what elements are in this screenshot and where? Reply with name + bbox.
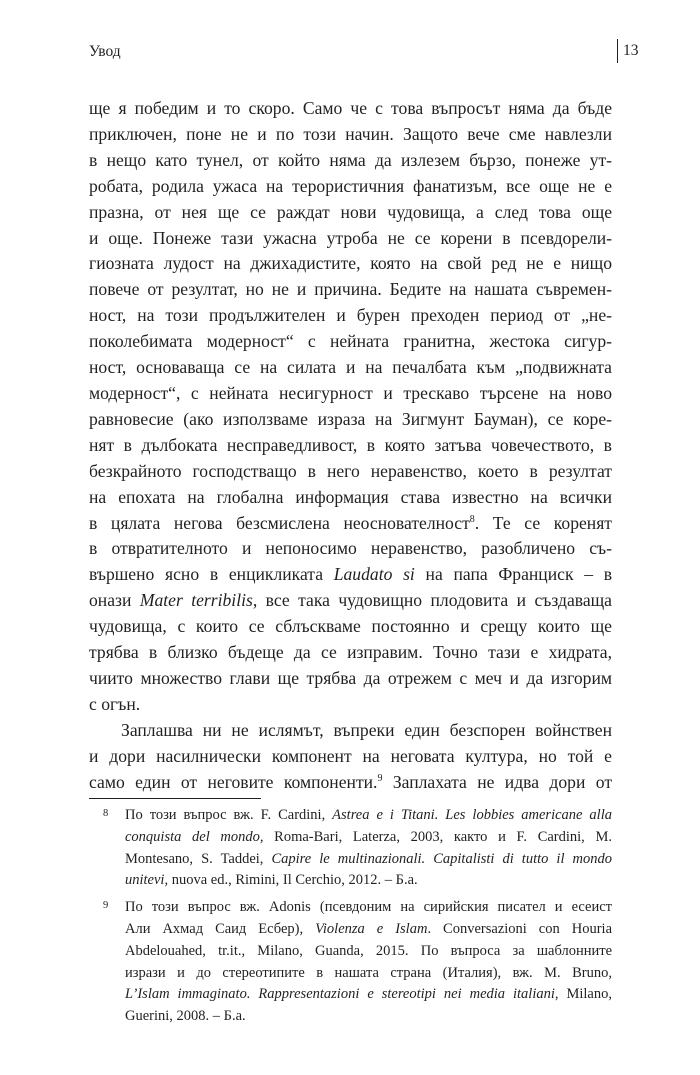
text-run: Заплахата не идва дори от [382,771,613,792]
book-title: Astrea e i Titani. Les lobbies americane alla [332,807,612,823]
text-run: По този въпрос вж. F. Cardini, [125,807,333,823]
text-run: Montesano, S. Taddei, [125,850,272,867]
paragraph-2 [89,718,612,796]
book-title: Capire le multinazionali. Capitalisti di tutto il mondo [271,850,613,867]
text-run: на папа Франциск – в [414,564,612,585]
text-line: и още. Понеже тази ужасна утроба не се корени в псевдорели- [89,227,612,248]
text-line: Заплашва ни не ислямът, въпреки един безспорен войнствен [121,719,612,740]
text-line: трябва в близко бъдеще да се изправим. Точно тази е хидрата, [89,642,612,663]
text-line: безкрайното господстващо в него неравенство, което в резултат [89,460,612,481]
encyclical-title: Laudato si [333,564,415,585]
book-title: L’Islam immaginato. Rappresentazioni e stereotipi nei media italiani [125,986,555,1003]
footnotes [89,805,612,1028]
running-head-section-title: Увод [89,43,121,60]
text-run: вършено ясно в енцикликата [89,564,334,585]
text-run: в цялата негова безсмислена неоснователност [89,512,470,533]
footnote-line [125,919,612,941]
footnote-line: изрази и до стереотипите в нашата страна (Италия), вж. M. Bruno, [125,964,612,981]
footnote-9 [89,897,612,1028]
text-run: , Milano, [554,986,612,1003]
text-run: , все така чудовищно плодовита и създаваща [252,590,612,611]
footnote-line: По този въпрос вж. Adonis (псевдоним на сирийския писател и есеист [125,899,612,916]
footnote-line [125,984,612,1006]
footnote-number: 9 [103,900,109,912]
text-run: . Conversazioni con Houria [427,920,613,937]
text-run: само един от неговите компоненти. [89,771,378,792]
body-text [89,96,612,795]
footnote-line [125,827,612,849]
text-line: модерност“, с нейната несигурност и трескаво търсене на ново [89,382,612,403]
text-line: на епохата на глобална информация става известно на всички [89,486,612,507]
text-run: Roma-Bari, Laterza, 2003, както и F. Cardini, M. [263,828,612,845]
text-line [89,770,612,796]
book-title: unitevi [125,872,165,889]
footnote-ref-8[interactable]: 8 [469,513,475,525]
text-run: , nuova ed., Rimini, Il Cerchio, 2012. – Б.а. [164,872,418,889]
text-run: . Те се коренят [474,512,612,533]
text-line: приключен, поне не и по този начин. Защото вече сме навлезли [89,123,612,144]
text-line: чиито множество глави ще трябва да отрежем с меч и да изгорим [89,667,612,688]
text-line: в отвратителното и непоносимо неравенство, разобличено съ- [89,538,612,559]
text-run: онази [89,590,140,611]
footnote-line [125,805,612,827]
book-title: conquista del mondo, [125,828,264,845]
footnote-line [125,849,612,871]
paragraph-1 [89,96,612,718]
text-line: чудовища, с които се сблъскваме постоянно и срещу които ще [89,616,612,637]
footnote-line [125,870,612,892]
footnote-number: 8 [103,808,109,819]
text-line: и дори насилнически компонент на неговата култура, но той е [89,745,612,766]
page-number: 13 [617,39,639,63]
text-line: гиозната лудост на джихадистите, която на свой ред не е нищо [89,253,612,274]
footnote-8 [89,805,612,892]
footnote-line: Abdelouahed, tr.it., Milano, Guanda, 2015. По въпроса за шаблонните [125,942,612,959]
text-line [89,588,612,614]
italic-term: Mater terribilis [139,590,253,611]
text-line: поколебимата модерност“ с нейната гранитна, жестока сигур- [89,331,612,352]
text-run: Али Ахмад Саид Есбер), [125,920,316,937]
text-line: в нещо като тунел, от който няма да излезем бързо, понеже ут- [89,149,612,170]
footnote-line: Guerini, 2008. – Б.а. [125,1008,246,1025]
text-line: робата, родила ужаса на терористичния фанатизъм, все още не е [89,175,612,196]
text-line: равновесие (ако използваме израза на Зигмунт Бауман), се коре- [89,408,612,429]
text-line: ще я победим и то скоро. Само че с това въпросът няма да бъде [89,98,612,118]
text-line: повече от резултат, но не и причина. Бедите на нашата съвремен- [89,279,612,300]
text-line: ност, на този продължителен и бурен преходен период от „не- [89,305,612,326]
text-line: с огън. [89,693,141,714]
footnote-ref-9[interactable]: 9 [377,772,383,784]
book-title: Violenza e Islam [315,920,428,937]
text-line [89,511,612,537]
text-line: ност, основаваща се на силата и на печалбата към „подвижната [89,357,612,378]
text-line: празна, от нея ще се раждат нови чудовища, а след това още [89,201,612,222]
text-line: нят в дълбоката несправедливост, в която затъва човечеството, в [89,434,612,455]
text-line [89,562,612,588]
footnote-divider [89,798,261,799]
